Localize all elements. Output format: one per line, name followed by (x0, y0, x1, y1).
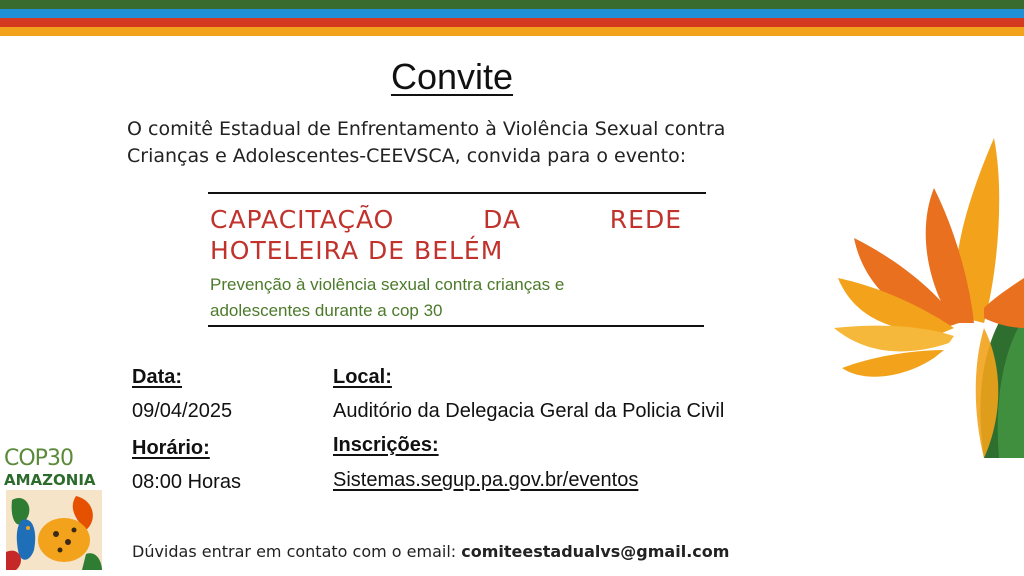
event-subtitle-line-1: Prevenção à violência sexual contra crianças e (210, 275, 565, 294)
event-title-word-2: DA (483, 205, 522, 234)
bottom-rule (208, 325, 704, 327)
color-stripes (0, 0, 1024, 46)
stripe-red (0, 18, 1024, 27)
date-value: 09/04/2025 (132, 400, 233, 422)
place-value: Auditório da Delegacia Geral da Policia Civil (333, 400, 725, 422)
event-title-line-2: HOTELEIRA DE BELÉM (210, 236, 504, 265)
place-label: Local: (333, 366, 392, 388)
event-title (210, 204, 682, 266)
stripe-white (0, 36, 1024, 46)
intro-text (127, 116, 847, 170)
bird-of-paradise-flower-icon (834, 128, 1024, 458)
cop30-logo (4, 446, 104, 572)
event-title-line-1 (210, 204, 682, 235)
stripe-green (0, 0, 1024, 9)
registration-link[interactable]: Sistemas.segup.pa.gov.br/eventos (333, 469, 639, 491)
jaguar-illustration-icon (6, 490, 102, 570)
contact-line (132, 542, 729, 561)
contact-text: Dúvidas entrar em contato com o email: (132, 542, 462, 561)
time-value: 08:00 Horas (132, 471, 241, 493)
stripe-orange (0, 27, 1024, 36)
event-subtitle (210, 272, 650, 324)
intro-line-1: O comitê Estadual de Enfrentamento à Violência Sexual contra (127, 118, 726, 140)
intro-line-2: Crianças e Adolescentes-CEEVSCA, convida para o evento: (127, 145, 687, 167)
event-title-word-1: CAPACITAÇÃO (210, 205, 395, 234)
registration-label: Inscrições: (333, 434, 439, 456)
stripe-blue (0, 9, 1024, 18)
top-rule (208, 192, 706, 194)
date-label: Data: (132, 366, 183, 388)
event-title-word-3: REDE (609, 205, 682, 234)
time-label: Horário: (132, 437, 210, 459)
event-subtitle-line-2: adolescentes durante a cop 30 (210, 301, 443, 320)
logo-line-2: AMAZONIA (4, 471, 96, 489)
page-title: Convite (390, 56, 514, 97)
logo-line-1: COP30 (4, 446, 73, 471)
contact-email[interactable]: comiteestadualvs@gmail.com (461, 542, 730, 561)
